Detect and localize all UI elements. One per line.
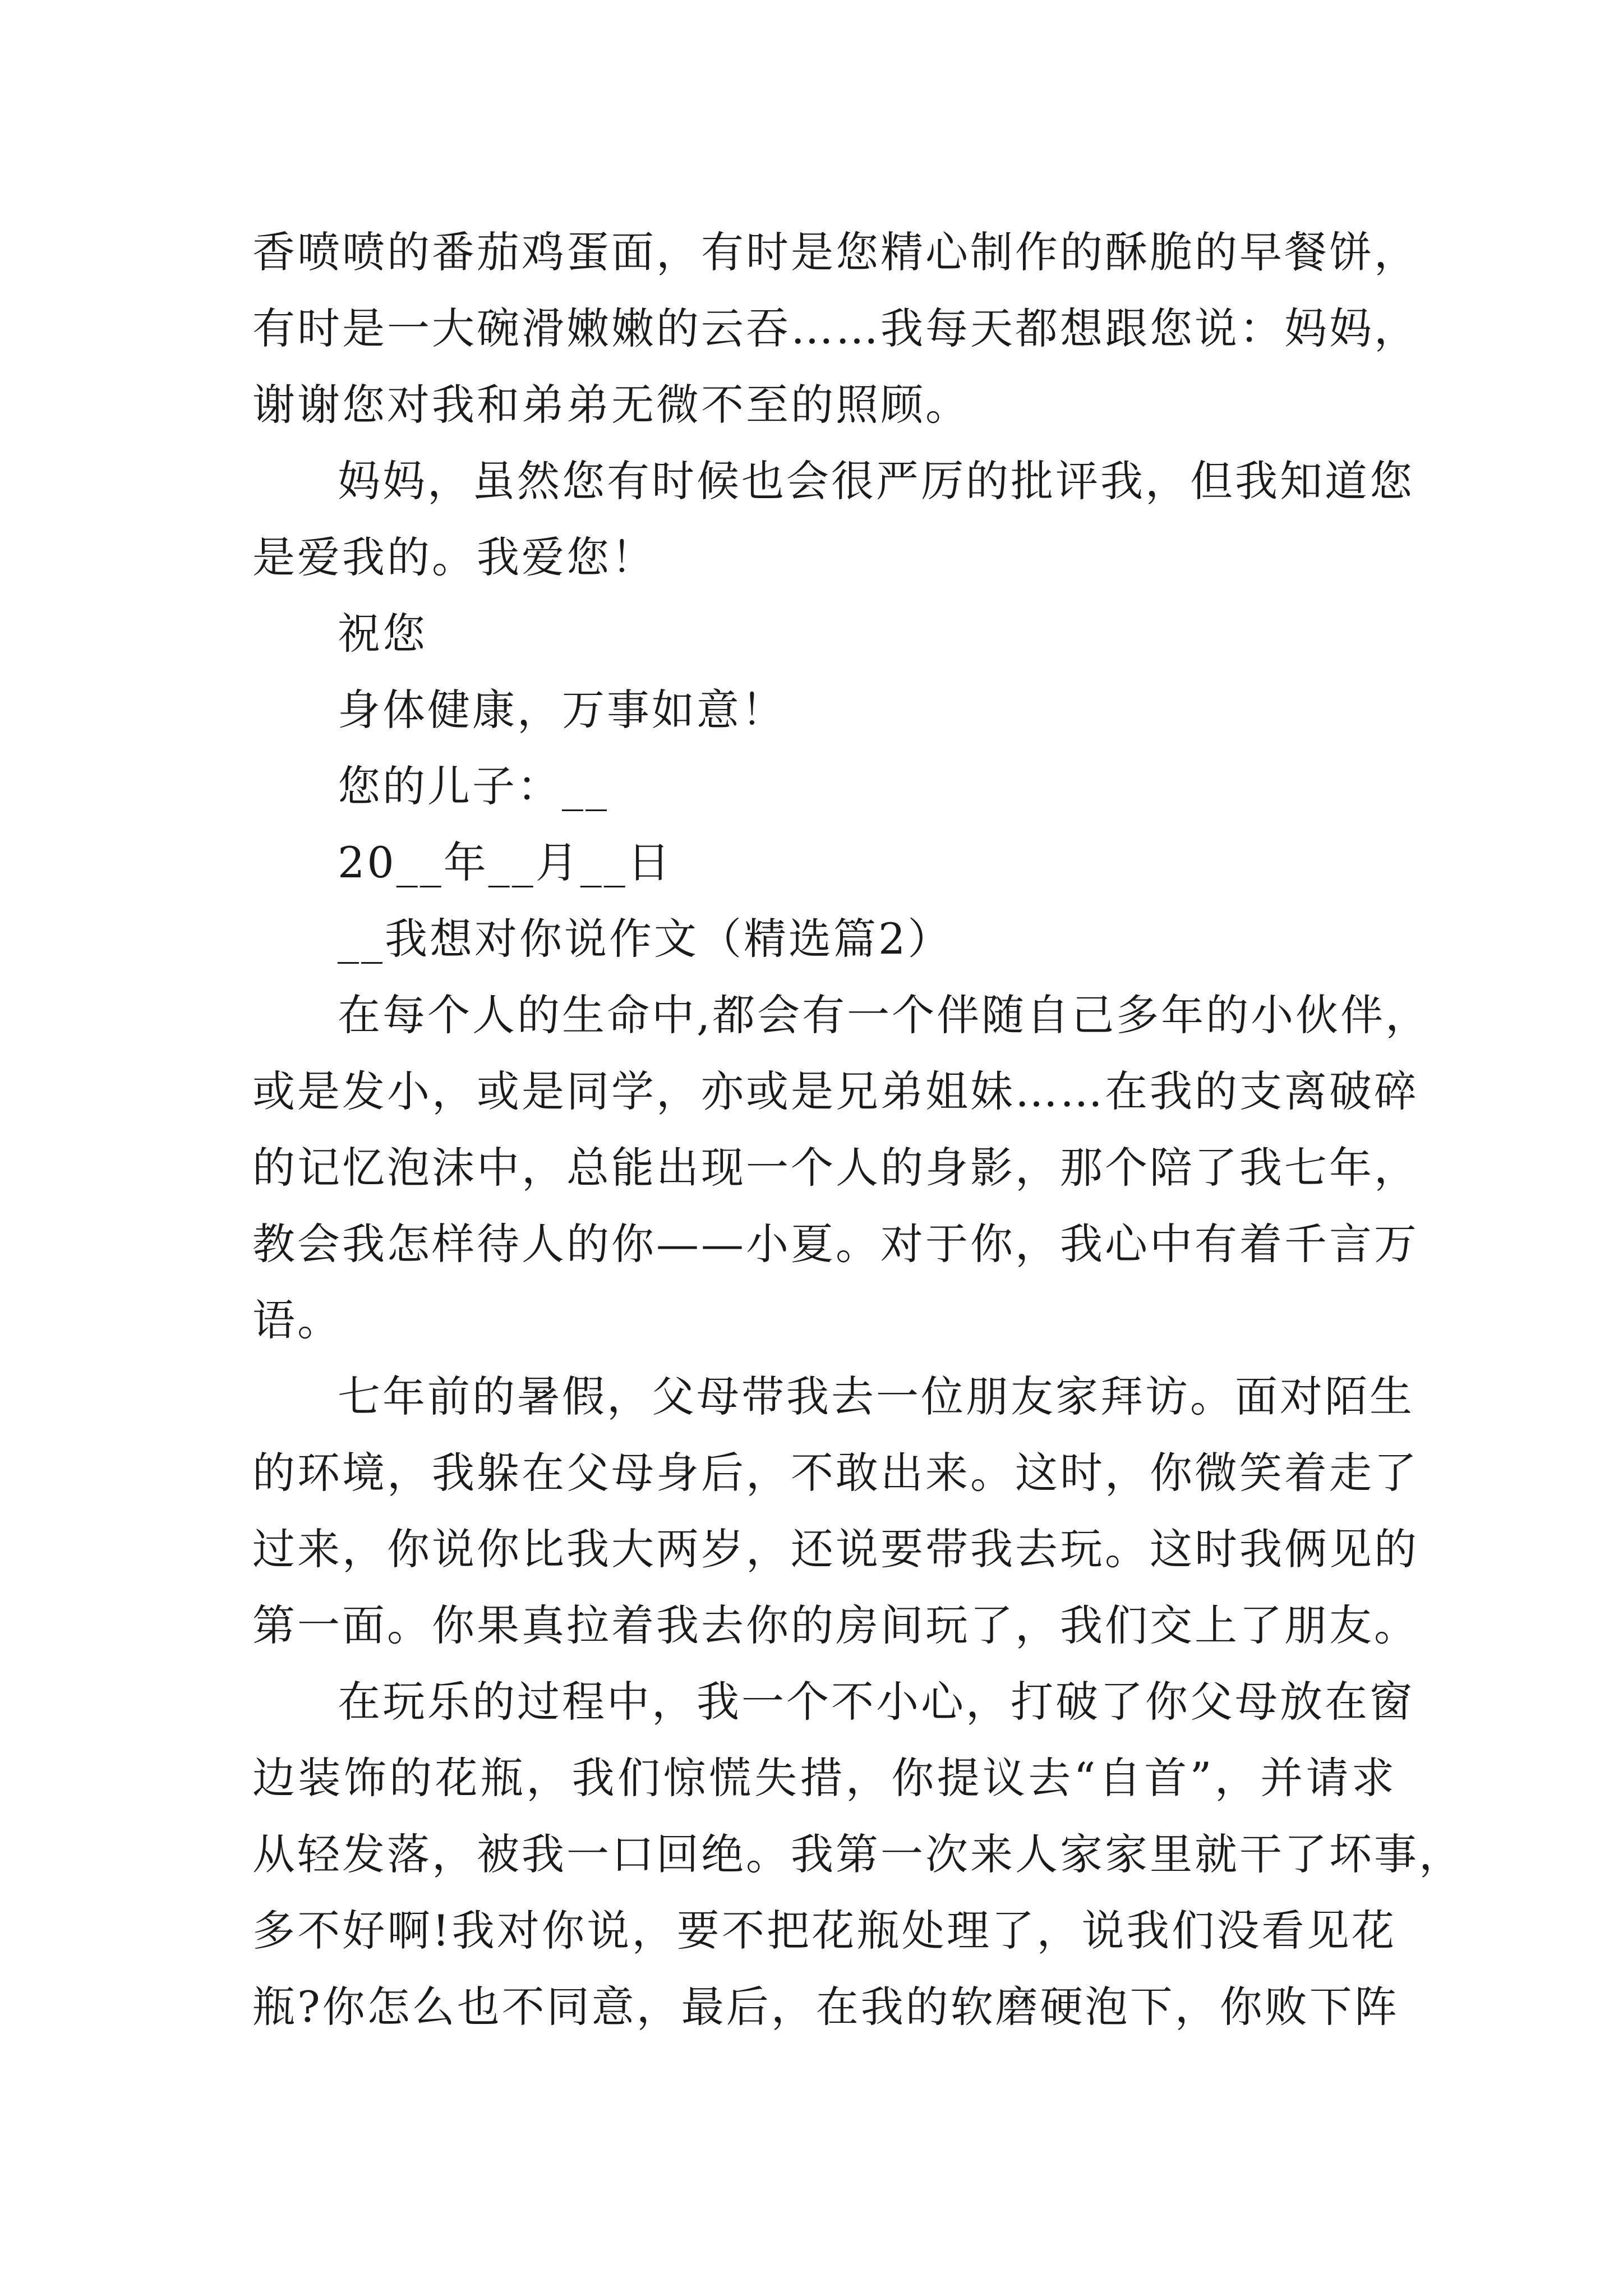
- text-line: 是爱我的。我爱您！: [252, 532, 656, 582]
- text-line: 或是发小，或是同学，亦或是兄弟姐妹……在我的支离破碎: [252, 1066, 1419, 1116]
- text-line: 多不好啊!我对你说，要不把花瓶处理了，说我们没看见花: [252, 1906, 1396, 1955]
- paragraph-start-line: 妈妈，虽然您有时候也会很严厉的批评我，但我知道您: [338, 456, 1414, 506]
- section-title: __我想对你说作文（精选篇2）: [338, 914, 953, 964]
- closing-wish: 身体健康，万事如意！: [338, 685, 786, 735]
- text-line: 过来，你说你比我大两岁，还说要带我去玩。这时我俩见的: [252, 1524, 1419, 1574]
- text-line: 从轻发落，被我一口回绝。我第一次来人家家里就干了坏事，: [252, 1829, 1464, 1879]
- closing-greeting: 祝您: [338, 609, 427, 659]
- text-line: 语。: [252, 1295, 342, 1345]
- paragraph-start-line: 在玩乐的过程中，我一个不小心，打破了你父母放在窗: [338, 1677, 1414, 1727]
- signature-line: 您的儿子：__: [338, 761, 609, 811]
- text-line: 的记忆泡沫中，总能出现一个人的身影，那个陪了我七年，: [252, 1143, 1419, 1193]
- text-line: 香喷喷的番茄鸡蛋面，有时是您精心制作的酥脆的早餐饼，: [252, 227, 1419, 277]
- text-line: 谢谢您对我和弟弟无微不至的照顾。: [252, 380, 970, 430]
- paragraph-start-line: 七年前的暑假，父母带我去一位朋友家拜访。面对陌生: [338, 1372, 1414, 1421]
- text-line: 的环境，我躲在父母身后，不敢出来。这时，你微笑着走了: [252, 1448, 1419, 1498]
- document-body: [252, 214, 1464, 2045]
- text-line: 瓶?你怎么也不同意，最后，在我的软磨硬泡下，你败下阵: [252, 1982, 1399, 2032]
- text-line: 第一面。你果真拉着我去你的房间玩了，我们交上了朋友。: [252, 1600, 1419, 1650]
- text-line: 有时是一大碗滑嫩嫩的云吞……我每天都想跟您说：妈妈，: [252, 303, 1419, 353]
- text-line: 教会我怎样待人的你——小夏。对于你，我心中有着千言万: [252, 1219, 1419, 1269]
- text-line: 边装饰的花瓶，我们惊慌失措，你提议去“自首”，并请求: [252, 1753, 1396, 1803]
- date-line: 20__年__月__日: [338, 838, 672, 887]
- paragraph-start-line: 在每个人的生命中,都会有一个伴随自己多年的小伙伴，: [338, 990, 1431, 1040]
